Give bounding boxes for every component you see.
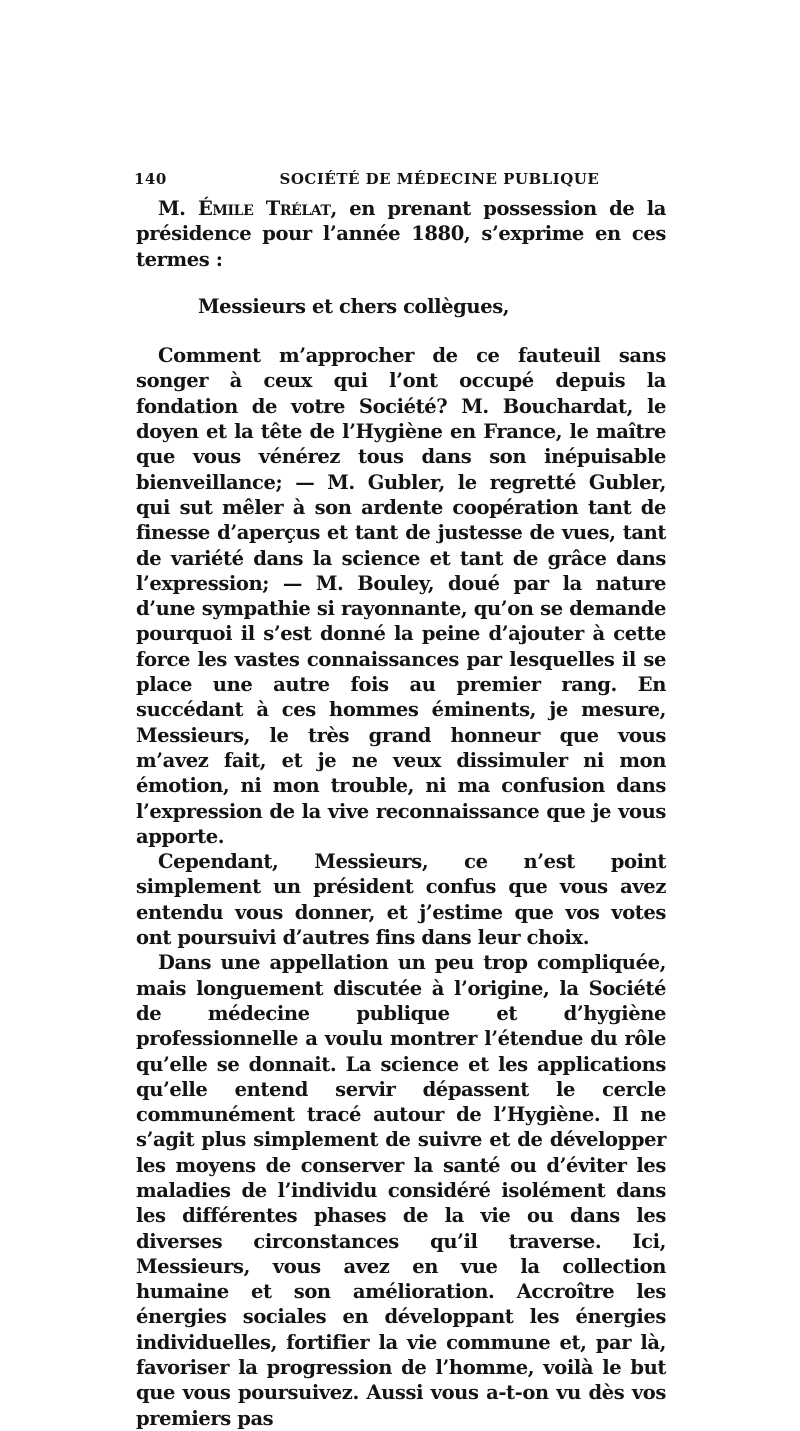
salutation: Messieurs et chers collègues, <box>198 294 510 318</box>
paragraph-1: Comment m’approcher de ce fauteuil sans songer à ceux qui l’ont occupé depuis la fondation de votre Société? M. Bouchardat, le doyen et la tête de l’Hygiène en France, le maître que vous vénérez tous dans son inépuisable bienveillance; — M. Gubler, le regretté Gubler, qui sut mêler à son ardente coopération tant de finesse d’aperçus et tant de justesse de vues, tant de variété dans la science et tant de grâce dans l’expression; — M. Bouley, doué par la nature d’une sympathie si rayonnante, qu’on se demande pourquoi il s’est donné la peine d’ajouter à cette force les vastes connaissances par lesquelles il se place une autre fois au premier rang. En succédant à ces hommes éminents, je mesure, Messieurs, le très grand honneur que vous m’avez fait, et je ne veux dissimuler ni mon émotion, ni mon trouble, ni ma confusion dans l’expression de la vive reconnaissance que je vous apporte. <box>136 344 666 848</box>
intro-text: , en prenant possession de la présidence pour l’année 1880, s’exprime en ces termes : <box>136 197 666 271</box>
paragraph-2: Cependant, Messieurs, ce n’est point simplement un président confus que vous avez entendu vous donner, et j’estime que vos votes ont poursuivi d’autres fins dans leur choix. <box>136 850 666 950</box>
page-number: 140 <box>134 170 167 188</box>
running-title: SOCIÉTÉ DE MÉDECINE PUBLIQUE <box>279 170 600 188</box>
intro-paragraph <box>136 196 666 272</box>
running-head <box>134 170 666 196</box>
intro-prefix: M. <box>158 197 198 220</box>
book-page <box>136 170 666 1431</box>
speaker-name: Émile Trélat <box>197 197 331 220</box>
paragraph-3: Dans une appellation un peu trop compliquée, mais longuement discutée à l’origine, la Société de médecine publique et d’hygiène professionnelle a voulu montrer l’étendue du rôle qu’elle se donnait. La science et les applications qu’elle entend servir dépassent le cercle communément tracé autour de l’Hygiène. Il ne s’agit plus simplement de suivre et de développer les moyens de conserver la santé ou d’éviter les maladies de l’individu considéré isolément dans les différentes phases de la vie ou dans les diverses circonstances qu’il traverse. Ici, Messieurs, vous avez en vue la collection humaine et son amélioration. Accroître les énergies sociales en développant les énergies individuelles, fortifier la vie commune et, par là, favoriser la progression de l’homme, voilà le but que vous poursuivez. Aussi vous a-t-on vu dès vos premiers pas <box>136 951 666 1430</box>
